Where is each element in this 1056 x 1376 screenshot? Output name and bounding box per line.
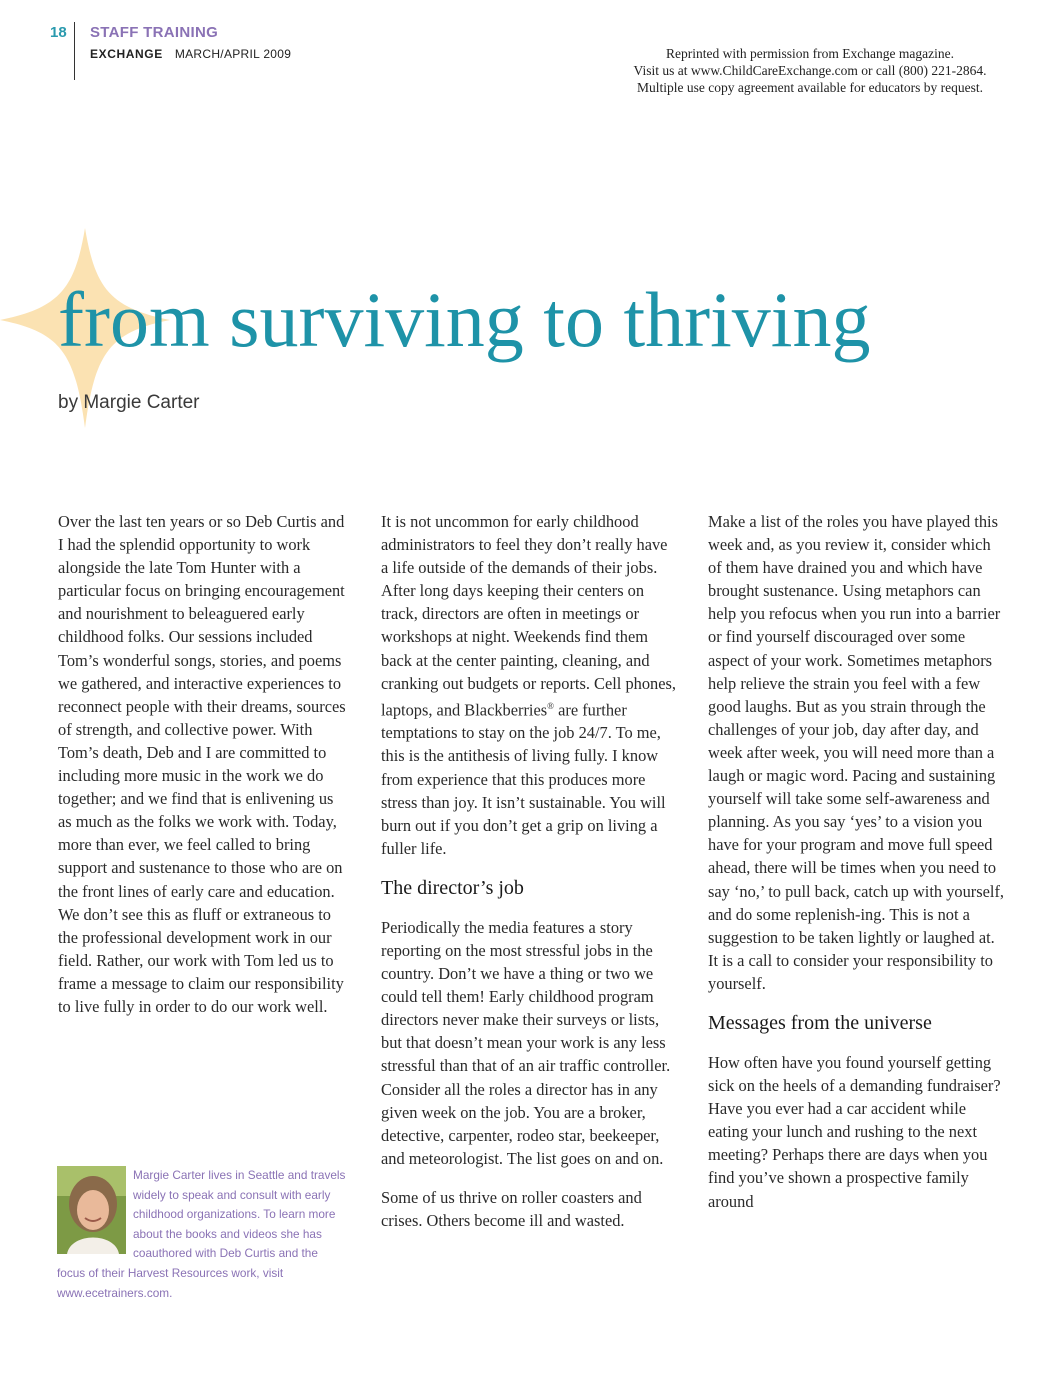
reprint-line: Multiple use copy agreement available for educators by request.: [637, 80, 983, 95]
paragraph: Make a list of the roles you have played this week and, as you review it, consider which of them have drained you and which have brought sustenance. Using metaphors can help you refocus when you run into a barrier or find yourself discouraged over some aspect of your work. Sometimes metaphors help relieve the strain you feel with a few good laughs. But as you strain through the challenges of your job, day after day, and week after week, you will need more than a laugh or magic word. Pacing and sustaining yourself will take some self-awareness and planning. As you say ‘yes’ to a vision you have for your program and move full speed ahead, there will be times when you need to say ‘no,’ to pull back, catch up with yourself, and do some replenish-ing. This is not a suggestion to be taken lightly or laughed at. It is a call to consider your responsibility to yourself.: [708, 512, 1005, 993]
issue-date: MARCH/APRIL 2009: [174, 47, 292, 61]
paragraph: How often have you found yourself getting sick on the heels of a demanding fundraiser? Have you ever had a car accident while eating your lunch and rushing to the next meeting? Perhaps there are days when you find you’ve shown a prospective family around: [708, 1052, 1001, 1211]
header-divider: [74, 22, 75, 80]
reprint-notice: [600, 45, 1020, 96]
author-photo: [57, 1166, 126, 1254]
column-3: [708, 510, 1004, 1229]
registered-mark: ®: [547, 700, 554, 711]
bio-link[interactable]: www.ecetrainers.com.: [57, 1285, 173, 1300]
author-bio-continued: [57, 1264, 357, 1303]
reprint-line: Visit us at www.ChildCareExchange.com or call (800) 221-2864.: [633, 63, 987, 78]
byline: by Margie Carter: [58, 392, 200, 413]
magazine-issue-line: [90, 47, 291, 61]
magazine-name: EXCHANGE: [90, 47, 163, 61]
section-heading: Messages from the universe: [708, 1011, 932, 1034]
page-number: 18: [50, 24, 67, 41]
bio-line: Margie Carter lives in Seattle and travels: [133, 1168, 346, 1182]
paragraph: Periodically the media features a story reporting on the most stressful jobs in the country. Don’t we have a thing or two we could tell them! Early childhood program directors never make their surveys or lists, but that doesn’t mean your work is any less stressful than that of an air traffic controller. Consider all the roles a director has in any given week on the job. You are a broker, detective, carpenter, rodeo star, beekeeper, and meteorologist. The list goes on and on.: [381, 917, 671, 1168]
paragraph: Over the last ten years or so Deb Curtis and I had the splendid opportunity to work alongside the late Tom Hunter with a particular focus on bringing encouragement and nourishment to beleaguered early childhood folks. Our sessions included Tom’s wonderful songs, stories, and poems we gathered, and interactive experiences to reconnect people with their dreams, sources of strength, and collective power. With Tom’s death, Deb and I are committed to including more music in the work we do together; and we find that is enlivening us as much as the folks we work with. Today, more than ever, we feel called to bring support and sustenance to those who are on the front lines of early care and education. We don’t see this as fluff or extraneous to the professional development work in our field. Rather, our work with Tom led us to frame a message to claim our responsibility to live fully in order to do our work well.: [58, 512, 346, 1016]
bio-line: widely to speak and consult with early: [133, 1187, 331, 1202]
author-bio: [133, 1166, 363, 1264]
bio-line: childhood organizations. To learn more: [133, 1207, 336, 1221]
paragraph: [381, 510, 677, 860]
paragraph-text: It is not uncommon for early childhood administrators to feel they don’t really have a life outside of the demands of their jobs. After long days keeping their centers on track, directors are often in meetings or workshops at night. Weekends find them back at the center painting, cleaning, and cranking out budgets or reports. Cell phones, laptops, and Blackberries: [381, 512, 676, 720]
paragraph-text: are further temptations to stay on the job 24/7. To me, this is the antithesis of living fully. I know from experience that this produces more stress than joy. It isn’t sustainable. You will burn out if you don’t get a grip on living a fuller life.: [381, 700, 666, 858]
bio-line: coauthored with Deb Curtis and the: [133, 1246, 318, 1260]
column-1: [58, 510, 350, 1034]
bio-line: about the books and videos she has: [133, 1226, 322, 1241]
article-title: from surviving to thriving: [58, 276, 871, 363]
section-heading: The director’s job: [381, 876, 524, 899]
reprint-line: Reprinted with permission from Exchange magazine.: [666, 46, 954, 61]
column-2: [381, 510, 677, 1248]
paragraph: Some of us thrive on roller coasters and crises. Others become ill and wasted.: [381, 1187, 642, 1230]
bio-line: focus of their Harvest Resources work, visit: [57, 1266, 284, 1280]
section-label: STAFF TRAINING: [90, 24, 219, 41]
